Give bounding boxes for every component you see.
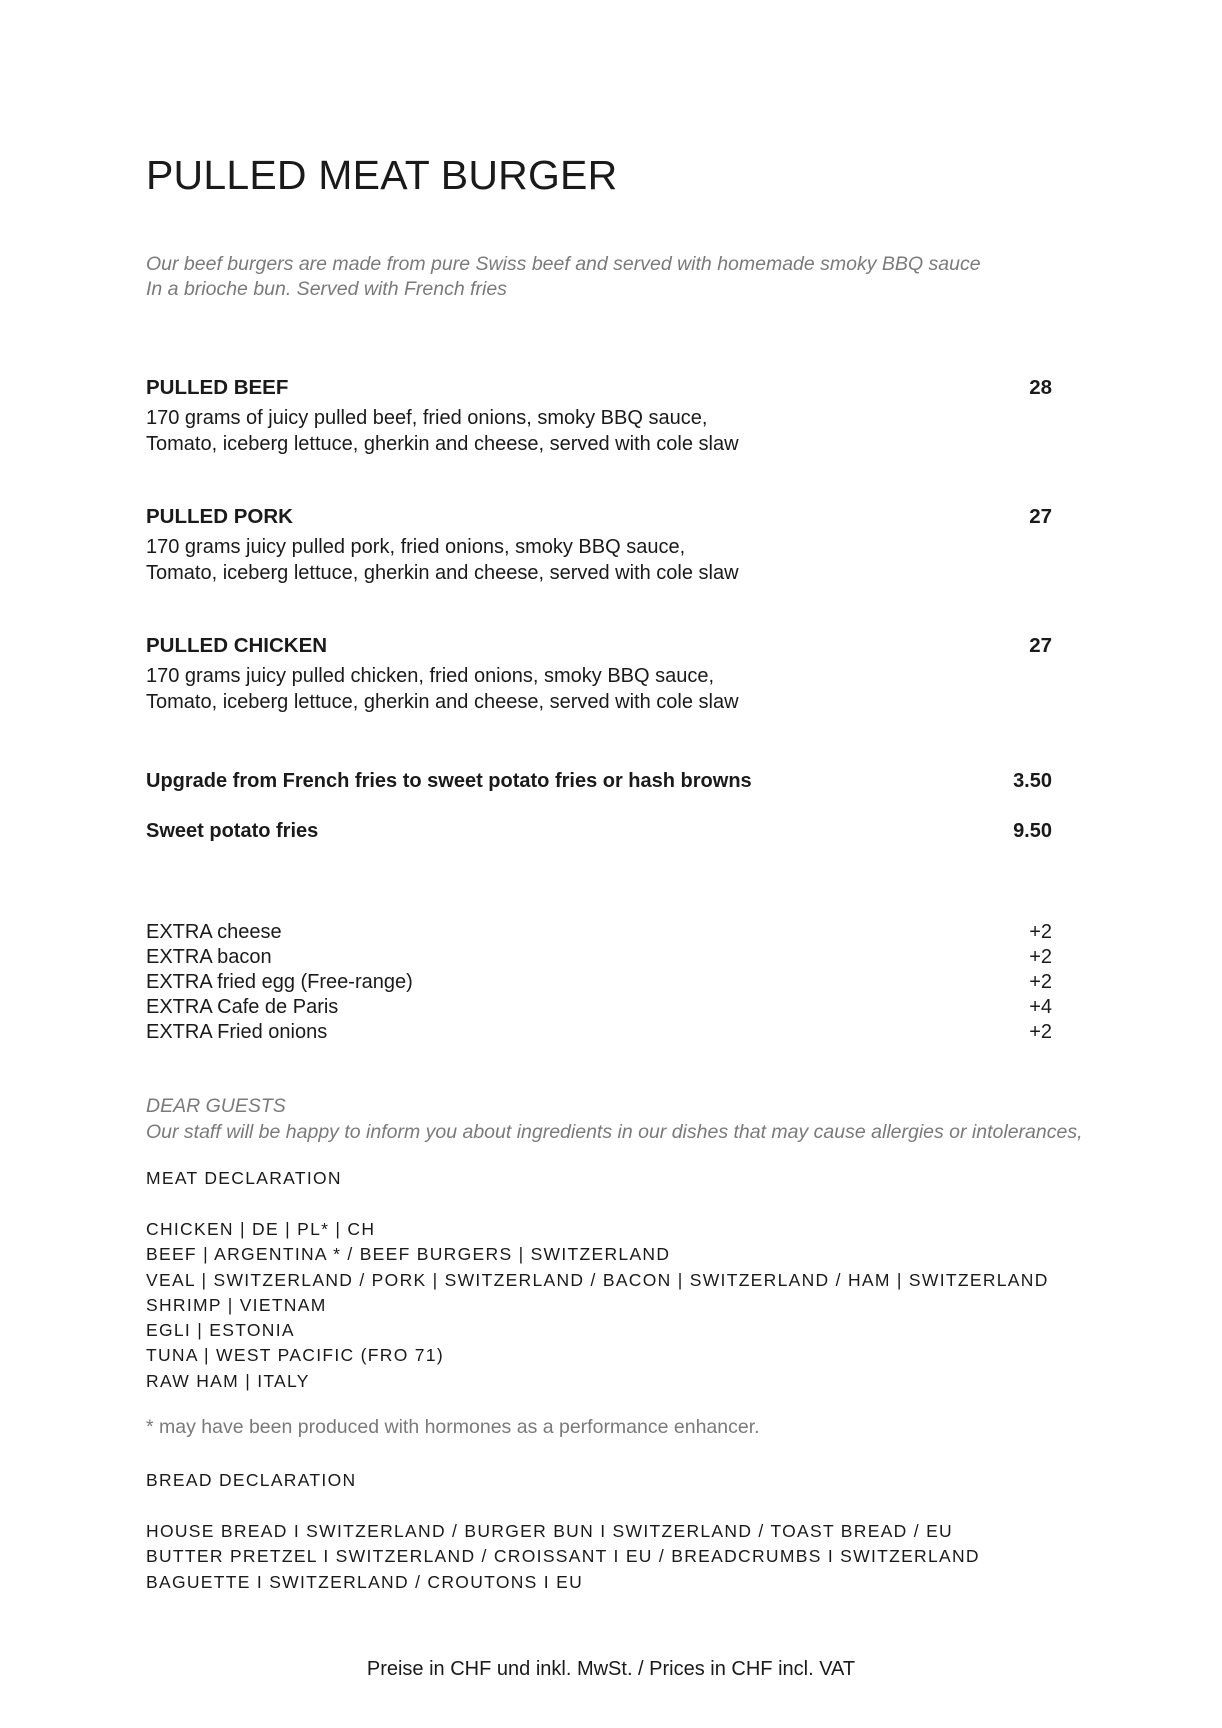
extra-price: +2: [1029, 946, 1052, 968]
extra-item: [146, 920, 1052, 945]
bread-declaration-line: BAGUETTE I SWITZERLAND / CROUTONS I EU: [146, 1571, 584, 1592]
extra-label: EXTRA Cafe de Paris: [146, 996, 339, 1018]
dish-description: [146, 535, 1052, 586]
dish-description-line: 170 grams juicy pulled chicken, fried onions, smoky BBQ sauce,: [146, 665, 715, 687]
extra-label: EXTRA cheese: [146, 921, 282, 943]
page-title: PULLED MEAT BURGER: [146, 152, 618, 198]
dish-description-line: Tomato, iceberg lettuce, gherkin and cheese, served with cole slaw: [146, 432, 739, 455]
dish-header: [146, 375, 1052, 401]
dish-name: PULLED CHICKEN: [146, 634, 328, 657]
price-footer: Preise in CHF und inkl. MwSt. / Prices in CHF incl. VAT: [366, 1658, 856, 1680]
guests-heading: DEAR GUESTS: [146, 1095, 286, 1117]
meat-declaration-line: EGLI | ESTONIA: [146, 1320, 295, 1341]
intro-line: Our beef burgers are made from pure Swiss beef and served with homemade smoky BBQ sauce: [146, 253, 981, 275]
upgrade-price: 9.50: [1013, 820, 1052, 842]
extra-item: [146, 1020, 1052, 1045]
upgrade-price: 3.50: [1013, 770, 1052, 792]
guests-text: Our staff will be happy to inform you about ingredients in our dishes that may cause allergies or intolerances,: [146, 1120, 1083, 1143]
extra-price: +4: [1029, 996, 1052, 1018]
meat-declaration-line: BEEF | ARGENTINA * / BEEF BURGERS | SWITZERLAND: [146, 1244, 671, 1265]
dish-description-line: Tomato, iceberg lettuce, gherkin and cheese, served with cole slaw: [146, 690, 739, 713]
extra-item: [146, 995, 1052, 1020]
dish-description: [146, 406, 1052, 457]
meat-declaration-line: CHICKEN | DE | PL* | CH: [146, 1219, 376, 1239]
upgrade-row: [146, 768, 1052, 794]
intro-line: In a brioche bun. Served with French fries: [146, 278, 507, 300]
upgrade-label: Upgrade from French fries to sweet potato fries or hash browns: [146, 770, 752, 792]
dish-description: [146, 664, 1052, 715]
extra-item: [146, 945, 1052, 970]
extra-label: EXTRA fried egg (Free-range): [146, 971, 413, 993]
dish-price: 28: [1029, 376, 1052, 399]
guests-notice: [146, 1094, 1083, 1145]
hormone-note: * may have been produced with hormones as a performance enhancer.: [146, 1416, 760, 1438]
meat-declaration-line: RAW HAM | ITALY: [146, 1370, 310, 1391]
dish-description-line: Tomato, iceberg lettuce, gherkin and cheese, served with cole slaw: [146, 561, 739, 584]
dish-name: PULLED BEEF: [146, 376, 289, 399]
upgrade-row: [146, 818, 1052, 844]
extra-item: [146, 970, 1052, 995]
extra-label: EXTRA bacon: [146, 946, 272, 968]
dish-description-line: 170 grams juicy pulled pork, fried onions, smoky BBQ sauce,: [146, 536, 686, 558]
extra-price: +2: [1029, 921, 1052, 943]
dish-pulled-chicken: [146, 633, 1052, 715]
dish-pulled-pork: [146, 504, 1052, 586]
extra-price: +2: [1029, 971, 1052, 993]
upgrade-label: Sweet potato fries: [146, 820, 319, 842]
bread-declaration-line: HOUSE BREAD I SWITZERLAND / BURGER BUN I SWITZERLAND / TOAST BREAD / EU: [146, 1521, 953, 1541]
dish-price: 27: [1029, 505, 1052, 528]
bread-declaration-line: BUTTER PRETZEL I SWITZERLAND / CROISSANT I EU / BREADCRUMBS I SWITZERLAND: [146, 1546, 980, 1567]
dish-name: PULLED PORK: [146, 505, 293, 528]
bread-declaration-heading: BREAD DECLARATION: [146, 1470, 357, 1490]
dish-price: 27: [1029, 634, 1052, 657]
intro-text: [146, 252, 981, 302]
extras-list: [146, 920, 1052, 1045]
meat-declaration-line: VEAL | SWITZERLAND / PORK | SWITZERLAND / BACON | SWITZERLAND / HAM | SWITZERLAND: [146, 1269, 1049, 1290]
meat-declaration-line: SHRIMP | VIETNAM: [146, 1294, 327, 1315]
dish-pulled-beef: [146, 375, 1052, 457]
dish-header: [146, 633, 1052, 659]
extra-price: +2: [1029, 1021, 1052, 1043]
meat-declaration-line: TUNA | WEST PACIFIC (FRO 71): [146, 1345, 444, 1366]
dish-header: [146, 504, 1052, 530]
bread-declaration-list: [146, 1519, 980, 1595]
meat-declaration-list: [146, 1217, 1049, 1394]
meat-declaration-heading: MEAT DECLARATION: [146, 1168, 342, 1188]
extra-label: EXTRA Fried onions: [146, 1021, 328, 1043]
dish-description-line: 170 grams of juicy pulled beef, fried onions, smoky BBQ sauce,: [146, 407, 708, 429]
